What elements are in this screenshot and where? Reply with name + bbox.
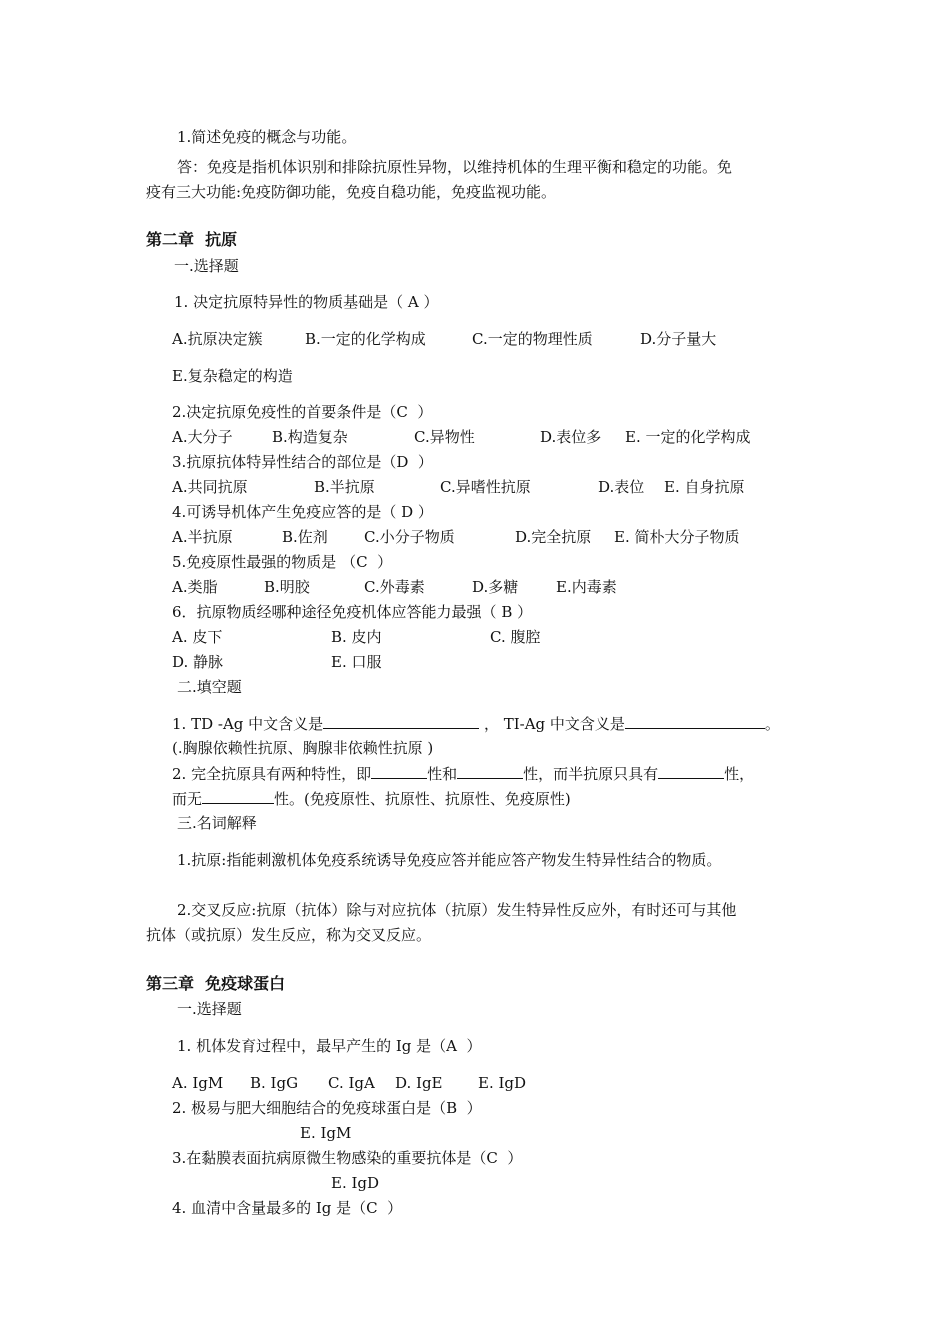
ch2-q2-option-d: D.表位多	[540, 428, 602, 446]
ch3-q2-option-e: E. IgM	[300, 1124, 352, 1142]
ch2-q5-option-d: D.多糖	[472, 578, 519, 596]
ch3-question-3: 3.在黏膜表面抗病原微生物感染的重要抗体是（C ）	[172, 1149, 523, 1167]
ch2-q5-option-c: C.外毒素	[364, 578, 425, 596]
ch2-q5-option-e: E.内毒素	[556, 578, 617, 596]
ch2-section-choice: 一.选择题	[174, 257, 239, 275]
ch2-q1-option-b: B.一定的化学构成	[305, 330, 426, 348]
ch2-q2-option-e: E. 一定的化学构成	[625, 428, 751, 446]
ch2-q4-option-c: C.小分子物质	[364, 528, 455, 546]
intro-answer-line2: 疫有三大功能:免疫防御功能，免疫自稳功能，免疫监视功能。	[146, 183, 557, 201]
ch2-q5-option-b: B.明胶	[264, 578, 310, 596]
ch2-term-1: 1.抗原:指能刺激机体免疫系统诱导免疫应答并能应答产物发生特异性结合的物质。	[177, 851, 722, 869]
ch2-q3-option-d: D.表位	[598, 478, 645, 496]
ch2-fill-2-line2	[172, 788, 571, 809]
ch2-question-2: 2.决定抗原免疫性的首要条件是（C ）	[172, 403, 433, 421]
fill-1-blank-2	[625, 713, 765, 729]
chapter3-title: 第三章 免疫球蛋白	[146, 974, 286, 993]
fill-2-blank-4	[202, 788, 274, 804]
ch3-question-4: 4. 血清中含量最多的 Ig 是（C ）	[172, 1199, 403, 1217]
intro-question: 1.简述免疫的概念与功能。	[177, 128, 357, 146]
fill-2-part-e: 而无	[172, 790, 203, 808]
ch2-q1-option-e: E.复杂稳定的构造	[172, 367, 293, 385]
ch2-q2-option-c: C.异物性	[414, 428, 475, 446]
fill-2-blank-1	[371, 763, 427, 779]
ch2-q3-option-b: B.半抗原	[314, 478, 375, 496]
ch2-fill-1	[172, 713, 780, 734]
ch2-q4-option-d: D.完全抗原	[515, 528, 592, 546]
ch3-q1-option-e: E. IgD	[478, 1074, 527, 1092]
ch2-q3-option-e: E. 自身抗原	[664, 478, 745, 496]
fill-1-part-c: 。	[764, 715, 780, 733]
ch3-q1-option-a: A. IgM	[172, 1074, 224, 1092]
ch2-q4-option-a: A.半抗原	[172, 528, 233, 546]
fill-2-blank-3	[658, 763, 724, 779]
ch3-question-1: 1. 机体发育过程中，最早产生的 Ig 是（A ）	[177, 1037, 482, 1055]
ch2-question-4: 4.可诱导机体产生免疫应答的是（ D ）	[172, 503, 433, 521]
ch2-q6-option-a: A. 皮下	[172, 628, 223, 646]
ch2-term-2-line1: 2.交叉反应:抗原（抗体）除与对应抗体（抗原）发生特异性反应外，有时还可与其他	[177, 901, 737, 919]
fill-1-blank-1	[323, 713, 479, 729]
intro-answer-line1: 答：免疫是指机体识别和排除抗原性异物，以维持机体的生理平衡和稳定的功能。免	[177, 158, 733, 176]
ch3-q3-option-e: E. IgD	[331, 1174, 380, 1192]
ch2-q1-option-d: D.分子量大	[640, 330, 717, 348]
ch2-q3-option-c: C.异嗜性抗原	[440, 478, 531, 496]
fill-2-blank-2	[457, 763, 523, 779]
ch3-q1-option-b: B. IgG	[250, 1074, 299, 1092]
ch2-term-2-line2: 抗体（或抗原）发生反应，称为交叉反应。	[146, 926, 432, 944]
chapter2-title: 第二章 抗原	[146, 230, 238, 249]
ch2-fill-1-answer: (.胸腺依赖性抗原、胸腺非依赖性抗原 )	[172, 739, 434, 757]
ch3-q1-option-c: C. IgA	[328, 1074, 375, 1092]
ch3-question-2: 2. 极易与肥大细胞结合的免疫球蛋白是（B ）	[172, 1099, 482, 1117]
fill-2-part-b: 性和	[427, 765, 458, 783]
ch2-q6-option-b: B. 皮内	[331, 628, 382, 646]
ch2-q2-option-a: A.大分子	[172, 428, 233, 446]
ch2-q6-option-c: C. 腹腔	[490, 628, 541, 646]
ch3-q1-option-d: D. IgE	[395, 1074, 443, 1092]
ch2-q3-option-a: A.共同抗原	[172, 478, 248, 496]
ch2-q1-option-a: A.抗原决定簇	[172, 330, 263, 348]
ch2-question-3: 3.抗原抗体特异性结合的部位是（D ）	[172, 453, 433, 471]
ch2-q2-option-b: B.构造复杂	[272, 428, 348, 446]
ch2-question-6: 6．抗原物质经哪种途径免疫机体应答能力最强（ B ）	[172, 603, 533, 621]
ch2-section-terms: 三.名词解释	[177, 814, 257, 832]
ch2-q4-option-b: B.佐剂	[282, 528, 328, 546]
ch2-q5-option-a: A.类脂	[172, 578, 218, 596]
fill-1-part-a: 1. TD -Ag 中文含义是	[172, 715, 324, 733]
fill-2-part-c: 性，而半抗原只具有	[523, 765, 659, 783]
ch3-section-choice: 一.选择题	[177, 1000, 242, 1018]
ch2-question-5: 5.免疫原性最强的物质是 （C ）	[172, 553, 393, 571]
ch2-section-fill: 二.填空题	[177, 678, 242, 696]
ch2-q6-option-e: E. 口服	[331, 653, 382, 671]
ch2-question-1: 1. 决定抗原特异性的物质基础是（ A ）	[174, 293, 439, 311]
ch2-q6-option-d: D. 静脉	[172, 653, 224, 671]
ch2-q1-option-c: C.一定的物理性质	[472, 330, 593, 348]
fill-2-part-d: 性，	[724, 765, 755, 783]
ch2-q4-option-e: E. 简朴大分子物质	[614, 528, 740, 546]
fill-2-part-f: 性。(免疫原性、抗原性、抗原性、免疫原性)	[274, 790, 571, 808]
ch2-fill-2	[172, 763, 754, 784]
fill-2-part-a: 2. 完全抗原具有两种特性，即	[172, 765, 372, 783]
fill-1-part-b: ， TI-Ag 中文含义是	[483, 715, 625, 733]
